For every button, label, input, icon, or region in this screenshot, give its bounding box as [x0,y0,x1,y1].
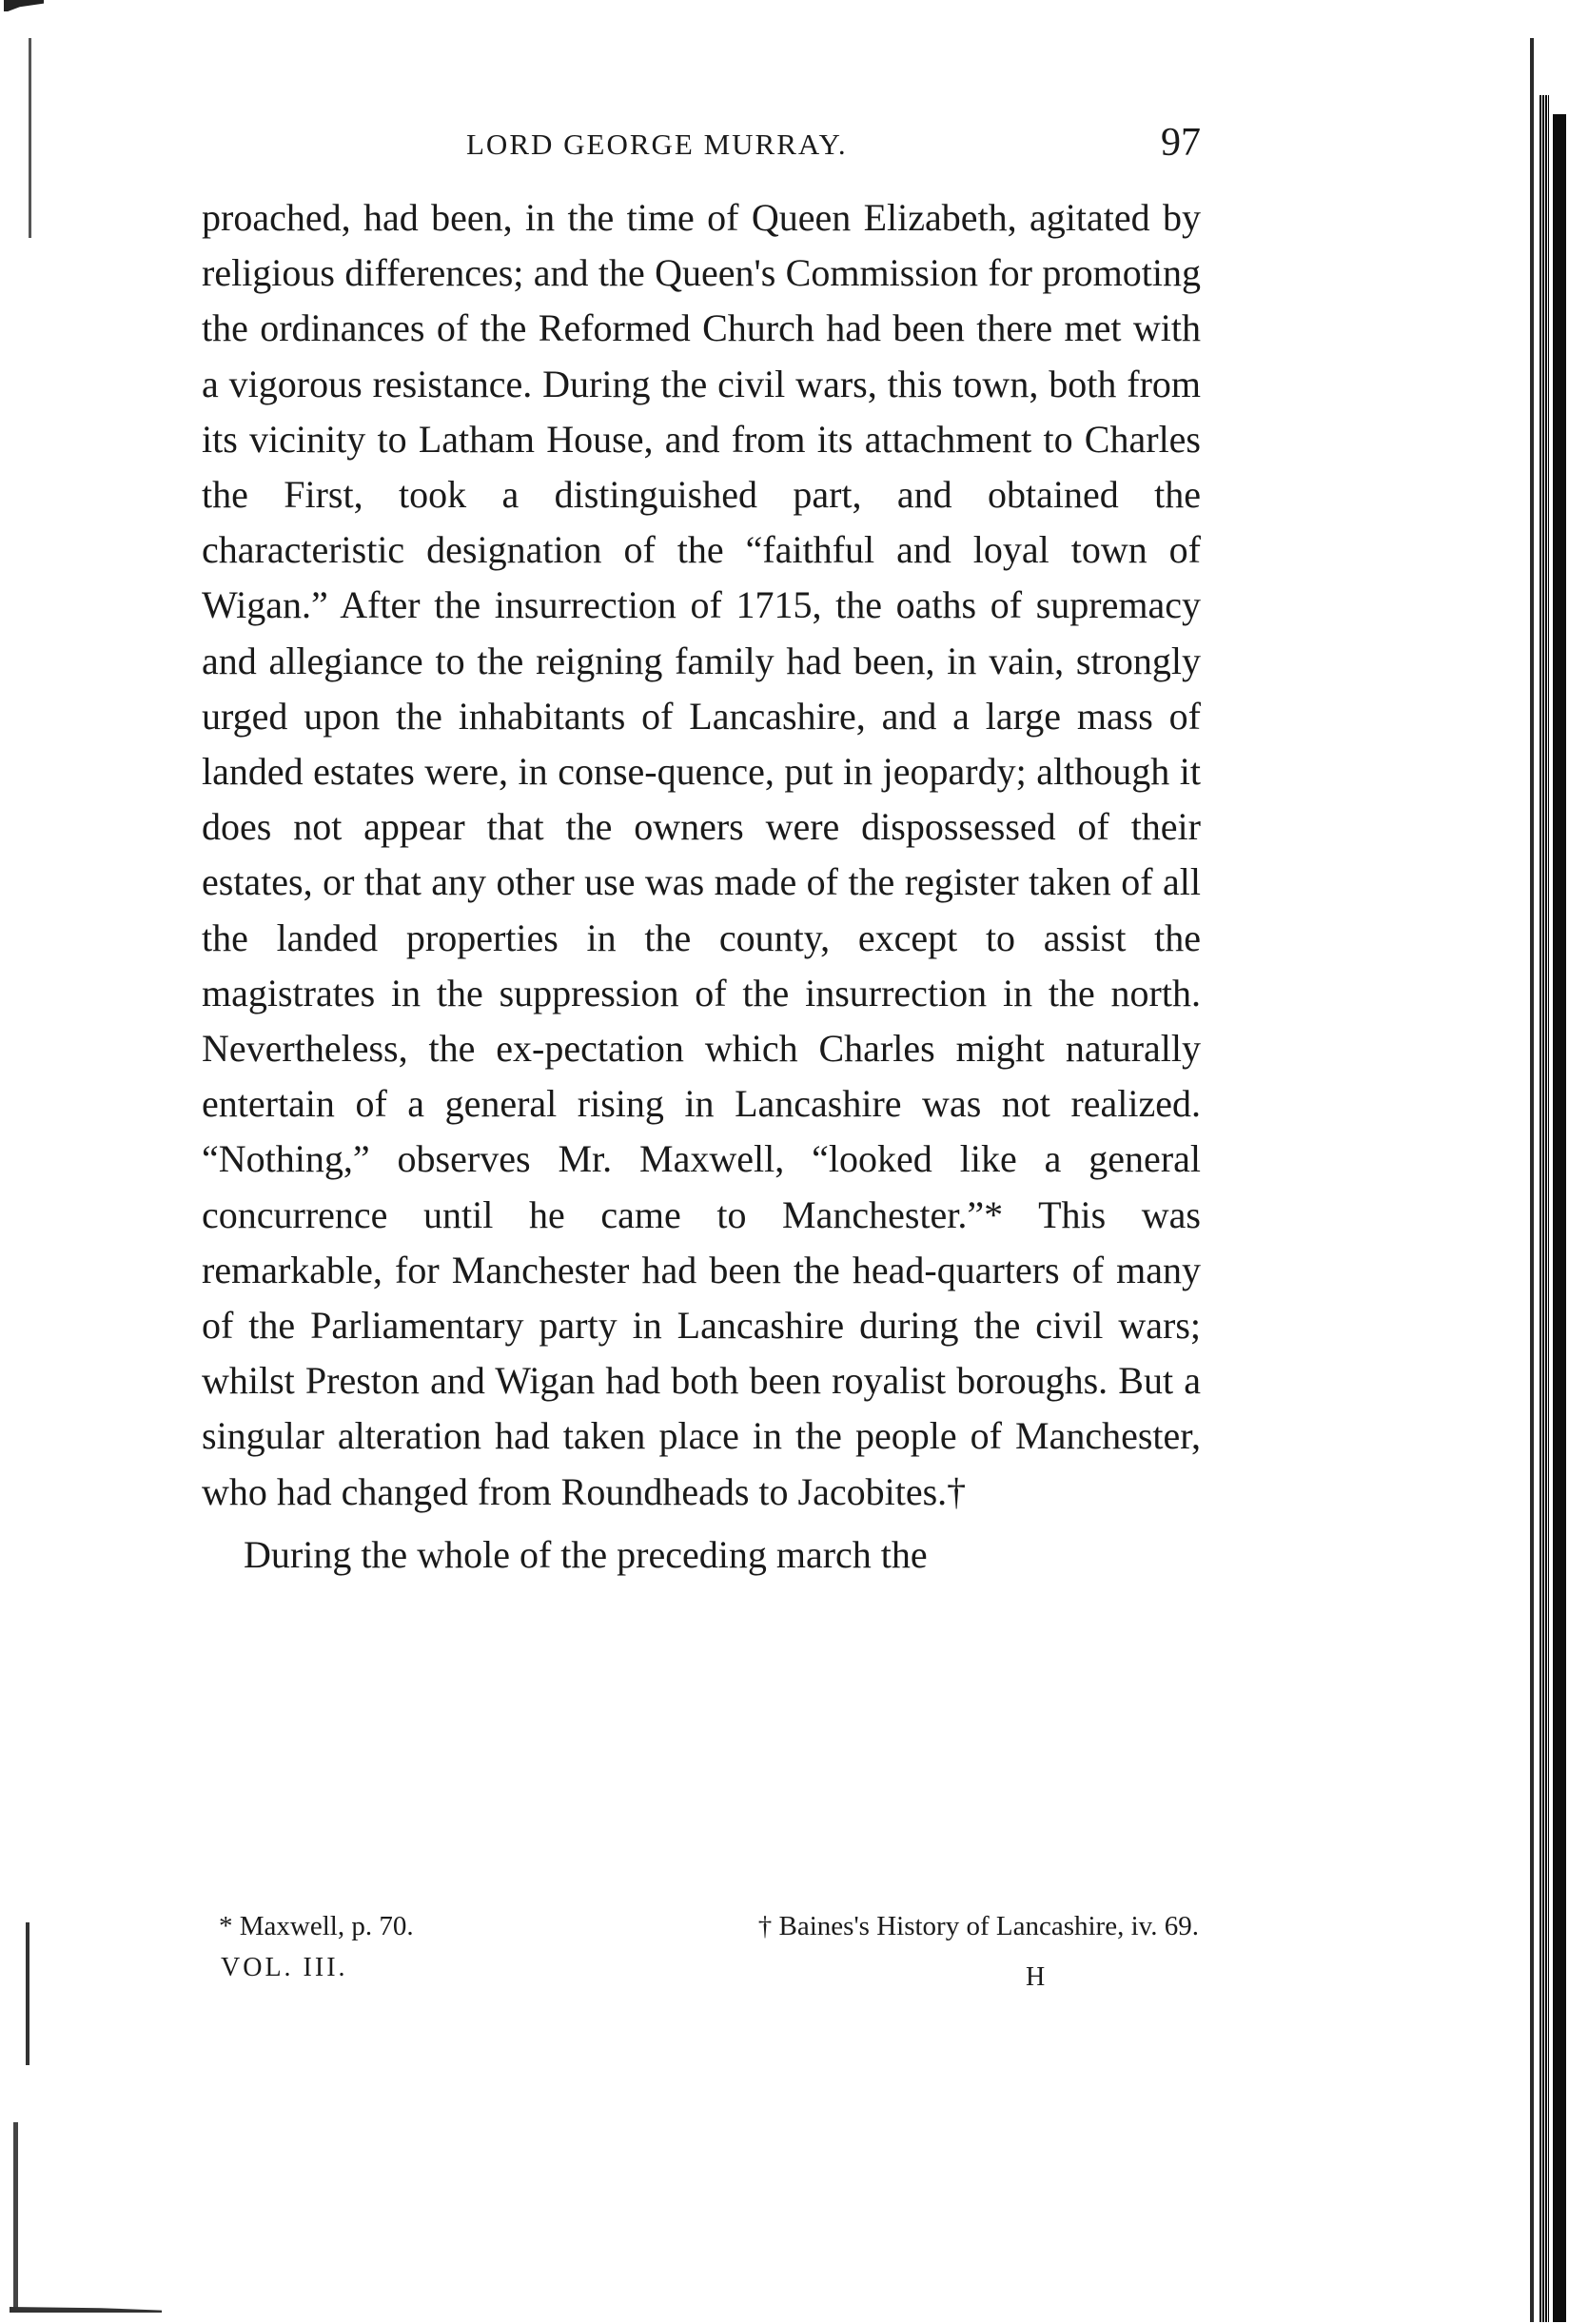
signature-line [219,1953,1199,2010]
page-gutter-edge [1553,114,1566,2322]
paragraph: During the whole of the preceding march the [244,1532,928,1576]
scan-edge-artifact [29,38,31,238]
page-number: 97 [1161,121,1201,165]
body-text [202,190,1201,1583]
footnote: * Maxwell, p. 70. [219,1911,414,1941]
running-title: LORD GEORGE MURRAY. [466,128,848,161]
scan-edge-artifact [4,0,44,11]
paragraph: proached, had been, in the time of Queen Elizabeth, agitated by religious differences; and the Queen's Commission for promoting the ordinances of the Reformed Church had been there met with a vigorous resistance. During the civil wars, this town, both from its vicinity to Latham House, and from its attachment to Charles the First, took a distinguished part, and obtained the characteristic designation of the “faithful and loyal town of Wigan.” After the insurrection of 1715, the oaths of supremacy and allegiance to the reigning family had been, in vain, strongly urged upon the inhabitants of Lancashire, and a large mass of landed estates were, in conse-quence, put in jeopardy; although it does not appear that the owners were dispossessed of their estates, or that any other use was made of the register taken of all the landed properties in the county, except to assist the magistrates in the suppression of the insurrection in the north. Nevertheless, the ex-pectation which Charles might naturally entertain of a general rising in Lancashire was not realized. “Nothing,” observes Mr. Maxwell, “looked like a general concurrence until he came to Manchester.”* This was remarkable, for Manchester had been the head-quarters of many of the Parliamentary party in Lancashire during the civil wars; whilst Preston and Wigan had both been royalist boroughs. But a singular alteration had taken place in the people of Manchester, who had changed from Roundheads to Jacobites.† [202,196,1201,1513]
page-gutter-edge [1530,38,1534,2322]
running-head [190,122,1201,169]
footnote: † Baines's History of Lancashire, iv. 69. [757,1911,1199,1941]
scan-edge-artifact [10,2307,162,2313]
volume-label: VOL. III. [221,1953,348,1982]
scan-edge-artifact [26,1922,29,2065]
scan-edge-artifact [13,2122,18,2313]
page-gutter-edge [1540,95,1549,2322]
signature-mark: H [1026,1962,1046,1992]
